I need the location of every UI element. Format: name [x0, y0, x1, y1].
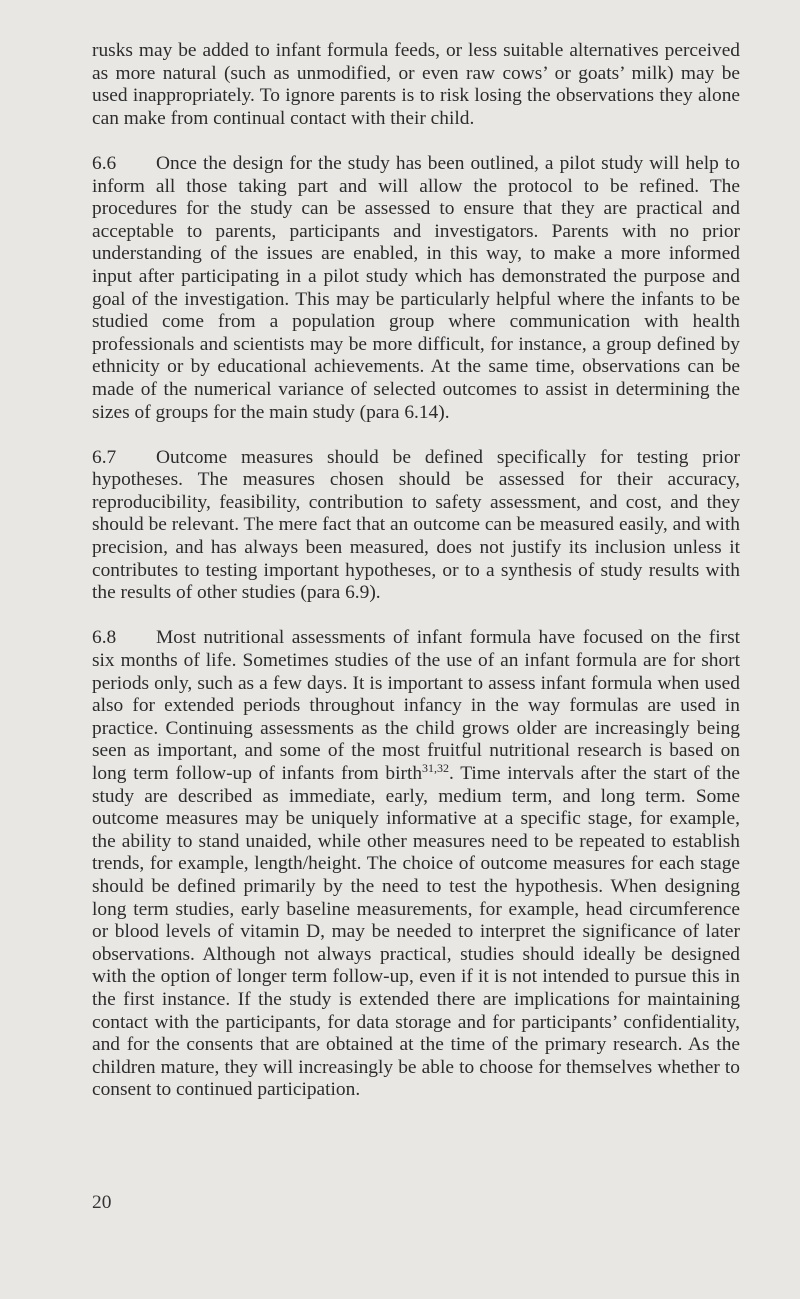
- page-number: 20: [92, 1192, 112, 1213]
- paragraph-text-after-ref: . Time intervals after the start of the study are described as immediate, early, medium term, and long term. Some outcome measures may be uniquely informative at a specific stage, for example, the ability to stand unaided, while other measures need to be repeated to establish trends, for example, length/height. The choice of outcome measures for each stage should be defined primarily by the need to test the hypothesis. When designing long term studies, early baseline measurements, for example, head circumference or blood levels of vitamin D, may be needed to interpret the significance of later observations. Although not always practical, studies should ideally be designed with the option of longer term follow-up, even if it is not intended to pursue this in the first instance. If the study is extended there are implications for maintaining contact with the participants, for data storage and for participants’ confidentiality, and for the consents that are obtained at the time of the primary research. As the children mature, they will increasingly be able to choose for themselves whether to consent to continued participation.: [92, 763, 740, 1101]
- paragraph-number: 6.7: [92, 446, 117, 468]
- intro-paragraph: rusks may be added to infant formula feeds, or less suitable alternatives perceived as more natural (such as unmodified, or even raw cows’ or goats’ milk) may be used inappropriately. To ignore parents is to risk losing the observations they alone can make from continual contact with their child.: [92, 40, 740, 129]
- page-body: [92, 40, 740, 1125]
- paragraph-6-7: [92, 447, 740, 605]
- paragraph-6-8: [92, 627, 740, 1101]
- paragraph-number: 6.6: [92, 152, 117, 174]
- paragraph-text-before-ref: Most nutritional assessments of infant formula have focused on the first six months of life. Sometimes studies of the use of an infant formula are for short periods only, such as a few days. It is important to assess infant formula when used also for extended periods throughout infancy in the way formulas are used in practice. Continuing assessments as the child grows older are increasingly being seen as important, and some of the most fruitful nutritional research is based on long term follow-up of infants from birth: [92, 627, 740, 784]
- paragraph-text: Once the design for the study has been outlined, a pilot study will help to inform all those taking part and will allow the protocol to be refined. The procedures for the study can be assessed to ensure that they are practical and acceptable to parents, participants and investigators. Parents with no prior understanding of the issues are enabled, in this way, to make a more informed input after participating in a pilot study which has demonstrated the purpose and goal of the investigation. This may be particularly helpful where the infants to be studied come from a population group where communication with health professionals and scientists may be more difficult, for instance, a group defined by ethnicity or by educational achievements. At the same time, observations can be made of the numerical variance of selected outcomes to assist in determining the sizes of groups for the main study (para 6.14).: [92, 152, 740, 423]
- paragraph-number: 6.8: [92, 627, 117, 649]
- paragraph-6-6: [92, 153, 740, 424]
- paragraph-text: Outcome measures should be defined specifically for testing prior hypotheses. The measures chosen should be assessed for their accuracy, reproducibility, feasibility, contribution to safety assessment, and cost, and they should be relevant. The mere fact that an outcome can be measured easily, and with precision, and has always been measured, does not justify its inclusion unless it contributes to testing important hypotheses, or to a synthesis of study results with the results of other studies (para 6.9).: [92, 446, 740, 604]
- citation-ref: 31,32: [422, 761, 450, 775]
